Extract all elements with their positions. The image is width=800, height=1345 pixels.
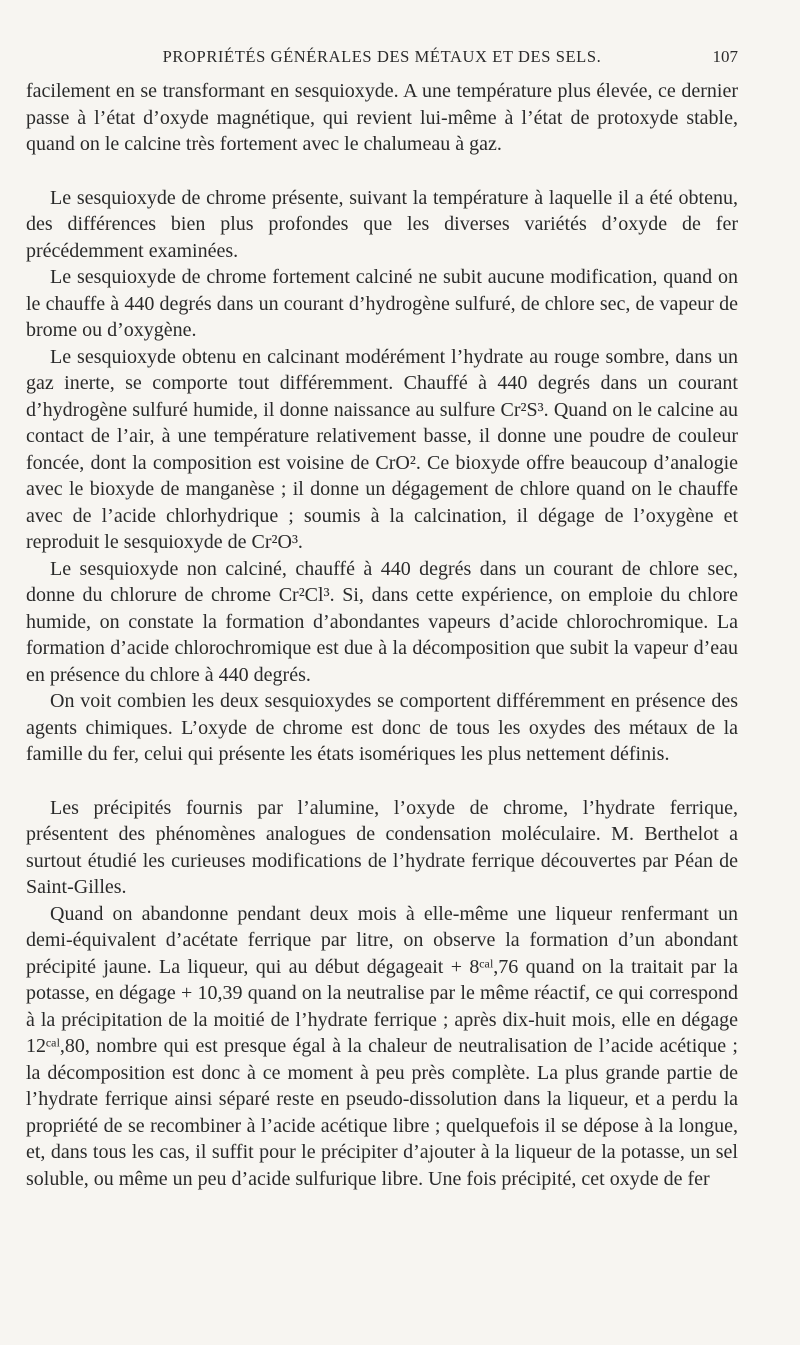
running-head [26, 47, 738, 71]
paragraph-chrome-sesquioxide-intro: Le sesquioxyde de chrome présente, suivant la température à laquelle il a été obtenu, des différences bien plus profondes que les diverses variétés d’oxyde de fer précédemment examinées. [26, 186, 738, 262]
paragraph-moderately-calcined: Le sesquioxyde obtenu en calcinant modérément l’hydrate au rouge sombre, dans un gaz inerte, se comporte tout différemment. Chauffé à 440 degrés dans un courant d’hydrogène sulfuré humide, il donne naissance au sulfure Cr²S³. Quand on le calcine au contact de l’air, à une température relativement basse, il donne une poudre de couleur foncée, dont la composition est voisine de CrO². Ce bioxyde offre beaucoup d’analogie avec le bioxyde de manganèse ; il donne un dégagement de chlore quand on le chauffe avec de l’acide chlorhydrique ; soumis à la calcination, il dégage de l’oxygène et reproduit le sesquioxyde de Cr²O³. [26, 345, 738, 553]
body-text [26, 78, 738, 1192]
running-title: PROPRIÉTÉS GÉNÉRALES DES MÉTAUX ET DES SELS. [162, 47, 602, 66]
page-number: 107 [712, 47, 738, 66]
paragraph-continuation: facilement en se transformant en sesquioxyde. A une température plus élevée, ce dernier passe à l’état d’oxyde magnétique, qui revient lui-même à l’état de protoxyde stable, quand on le calcine très fortement avec le chalumeau à gaz. [26, 80, 738, 155]
paragraph-non-calcined: Le sesquioxyde non calciné, chauffé à 440 degrés dans un courant de chlore sec, donne du chlorure de chrome Cr²Cl³. Si, dans cette expérience, on emploie du chlore humide, on constate la formation d’abondantes vapeurs d’acide chlorochromique. La formation d’acide chlorochromique est due à la décomposition que subit la vapeur d’eau en présence du chlore à 440 degrés. [26, 557, 738, 686]
paragraph-strongly-calcined: Le sesquioxyde de chrome fortement calciné ne subit aucune modification, quand on le chauffe à 440 degrés dans un courant d’hydrogène sulfuré, de chlore sec, de vapeur de brome ou d’oxygène. [26, 266, 738, 341]
paragraph-conclusion: On voit combien les deux sesquioxydes se comportent différemment en présence des agents chimiques. L’oxyde de chrome est donc de tous les oxydes des métaux de la famille du fer, celui qui présente les états isomériques les plus nettement définis. [26, 690, 738, 765]
paragraph-precipitates: Les précipités fournis par l’alumine, l’oxyde de chrome, l’hydrate ferrique, présentent des phénomènes analogues de condensation moléculaire. M. Berthelot a surtout étudié les curieuses modifications de l’hydrate ferrique découvertes par Péan de Saint-Gilles. [26, 796, 738, 898]
paragraph-ferric-acetate: Quand on abandonne pendant deux mois à elle-même une liqueur renfermant un demi-équivalent d’acétate ferrique par litre, on observe la formation d’un abondant précipité jaune. La liqueur, qui au début dégageait + 8ᶜᵃˡ,76 quand on la traitait par la potasse, en dégage + 10,39 quand on la neutralise par le même réactif, ce qui correspond à la précipitation de la moitié de l’hydrate ferrique ; après dix-huit mois, elle en dégage 12ᶜᵃˡ,80, nombre qui est presque égal à la chaleur de neutralisation de l’acide acétique ; la décomposition est donc à ce moment à peu près complète. La plus grande partie de l’hydrate ferrique ainsi séparé reste en pseudo-dissolution dans la liqueur, et a perdu la propriété de se recombiner à l’acide acétique libre ; quelquefois il se dépose à la longue, et, dans tous les cas, il suffit pour le précipiter d’ajouter à la liqueur de la potasse, un sel soluble, ou même un peu d’acide sulfurique libre. Une fois précipité, cet oxyde de fer [26, 902, 738, 1190]
